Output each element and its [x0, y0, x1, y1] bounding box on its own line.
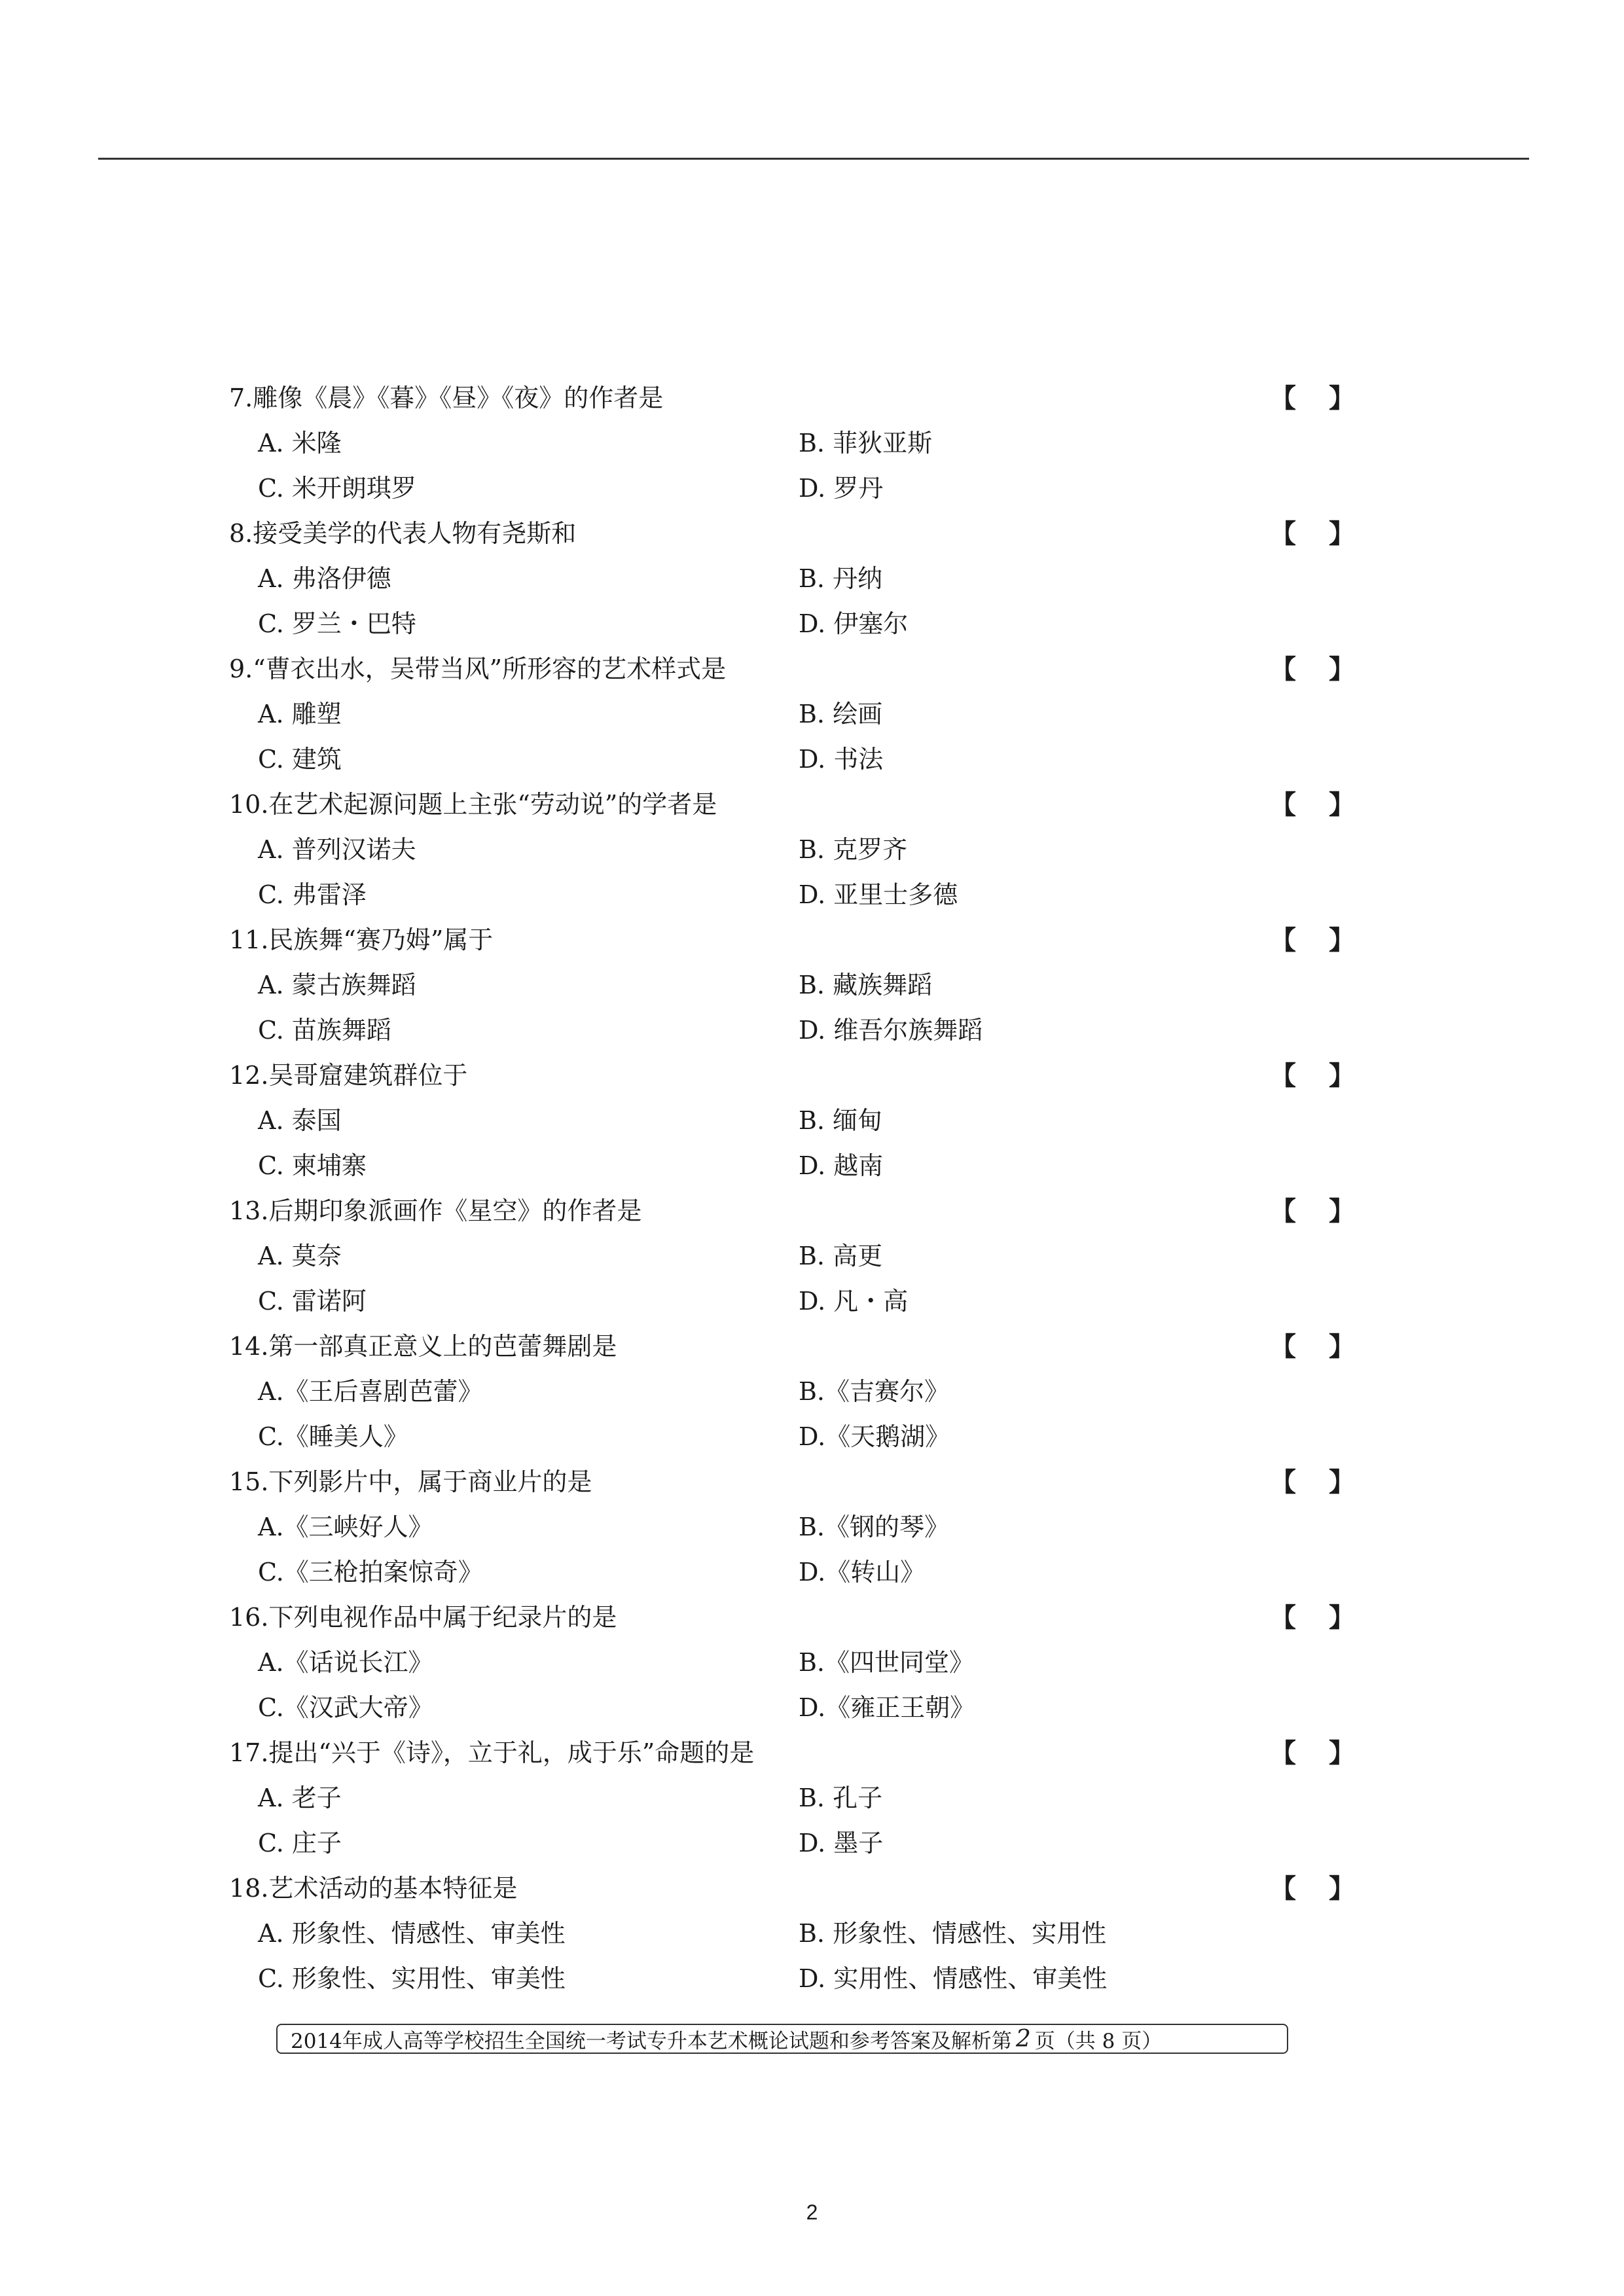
option-d: D. 伊塞尔	[799, 609, 909, 638]
option-a: A. 泰国	[258, 1106, 342, 1135]
option-d: D. 越南	[799, 1151, 884, 1180]
option-row	[229, 1956, 1355, 2001]
option-b: B.《钢的琴》	[799, 1513, 950, 1541]
option-row	[229, 556, 1355, 601]
bracket-close: 】	[1329, 789, 1355, 820]
option-row	[229, 1505, 1355, 1550]
option-c: C.《三枪拍案惊奇》	[258, 1558, 483, 1587]
question-stem: 13.后期印象派画作《星空》的作者是	[229, 1196, 642, 1225]
option-c: C. 庄子	[258, 1829, 342, 1857]
answer-bracket	[1270, 1595, 1355, 1640]
footer-banner	[276, 2024, 1288, 2054]
option-d: D.《天鹅湖》	[799, 1422, 950, 1451]
bracket-open: 【	[1270, 1873, 1296, 1904]
question-stem-row	[229, 1866, 1355, 1911]
option-b: B. 丹纳	[799, 564, 883, 593]
answer-bracket	[1270, 1460, 1355, 1505]
option-c: C. 苗族舞蹈	[258, 1016, 391, 1045]
bracket-close: 】	[1329, 1873, 1355, 1904]
option-row	[229, 1098, 1355, 1143]
option-row	[229, 1640, 1355, 1685]
answer-bracket	[1270, 1324, 1355, 1369]
bracket-open: 【	[1270, 1602, 1296, 1633]
option-row	[229, 692, 1355, 737]
option-c: C. 弗雷泽	[258, 880, 367, 909]
question-stem: 16.下列电视作品中属于纪录片的是	[229, 1603, 617, 1632]
option-row	[229, 1550, 1355, 1595]
option-row	[229, 1279, 1355, 1324]
bracket-close: 】	[1329, 1467, 1355, 1498]
question-stem-row	[229, 1731, 1355, 1776]
option-b: B. 形象性、情感性、实用性	[799, 1919, 1107, 1948]
bracket-open: 【	[1270, 1060, 1296, 1091]
option-a: A.《话说长江》	[258, 1648, 433, 1677]
bracket-open: 【	[1270, 654, 1296, 685]
bracket-close: 】	[1329, 1602, 1355, 1633]
answer-bracket	[1270, 511, 1355, 556]
option-a: A. 蒙古族舞蹈	[258, 971, 416, 999]
option-c: C. 雷诺阿	[258, 1287, 367, 1316]
option-a: A. 形象性、情感性、审美性	[258, 1919, 566, 1948]
bracket-open: 【	[1270, 789, 1296, 820]
question-stem: 7.雕像《晨》《暮》《昼》《夜》的作者是	[229, 384, 664, 412]
bracket-open: 【	[1270, 925, 1296, 956]
answer-bracket	[1270, 1053, 1355, 1098]
option-b: B.《四世同堂》	[799, 1648, 975, 1677]
question-stem: 8.接受美学的代表人物有尧斯和	[229, 519, 577, 548]
option-row	[229, 827, 1355, 872]
bracket-open: 【	[1270, 1467, 1296, 1498]
option-d: D. 凡・高	[799, 1287, 909, 1316]
option-row	[229, 1911, 1355, 1956]
option-row	[229, 737, 1355, 782]
option-c: C. 罗兰・巴特	[258, 609, 416, 638]
option-a: A.《三峡好人》	[258, 1513, 433, 1541]
question-stem: 11.民族舞“赛乃姆”属于	[229, 925, 494, 954]
option-d: D. 实用性、情感性、审美性	[799, 1964, 1108, 1993]
option-c: C.《睡美人》	[258, 1422, 408, 1451]
option-row	[229, 421, 1355, 466]
option-a: A. 莫奈	[258, 1242, 342, 1270]
option-row	[229, 1234, 1355, 1279]
option-b: B.《吉赛尔》	[799, 1377, 950, 1406]
question-stem: 17.提出“兴于《诗》，立于礼，成于乐”命题的是	[229, 1738, 755, 1767]
option-d: D. 墨子	[799, 1829, 884, 1857]
option-d: D.《雍正王朝》	[799, 1693, 975, 1722]
option-b: B. 菲狄亚斯	[799, 429, 933, 457]
option-c: C. 柬埔寨	[258, 1151, 367, 1180]
question-stem-row	[229, 1053, 1355, 1098]
footer-page-suffix: 页（共 8 页）	[1034, 2029, 1163, 2053]
question-stem: 10.在艺术起源问题上主张“劳动说”的学者是	[229, 790, 717, 819]
option-a: A.《王后喜剧芭蕾》	[258, 1377, 483, 1406]
option-d: D. 维吾尔族舞蹈	[799, 1016, 983, 1045]
question-stem-row	[229, 1460, 1355, 1505]
option-c: C.《汉武大帝》	[258, 1693, 433, 1722]
answer-bracket	[1270, 376, 1355, 421]
footer-page-current: 2	[1015, 2025, 1031, 2053]
answer-bracket	[1270, 647, 1355, 692]
answer-bracket	[1270, 918, 1355, 963]
question-stem-row	[229, 511, 1355, 556]
question-stem: 18.艺术活动的基本特征是	[229, 1874, 518, 1903]
bracket-close: 】	[1329, 518, 1355, 549]
option-d: D. 罗丹	[799, 474, 884, 503]
option-row	[229, 1821, 1355, 1866]
option-b: B. 克罗齐	[799, 835, 908, 864]
question-stem: 15.下列影片中，属于商业片的是	[229, 1467, 592, 1496]
option-row	[229, 1685, 1355, 1731]
bracket-open: 【	[1270, 383, 1296, 414]
bracket-close: 】	[1329, 1738, 1355, 1768]
option-a: A. 普列汉诺夫	[258, 835, 416, 864]
bracket-close: 】	[1329, 1196, 1355, 1227]
question-stem-row	[229, 1189, 1355, 1234]
bracket-close: 】	[1329, 1060, 1355, 1091]
top-rule	[98, 158, 1529, 160]
answer-bracket	[1270, 1866, 1355, 1911]
option-b: B. 藏族舞蹈	[799, 971, 933, 999]
question-stem-row	[229, 376, 1355, 421]
bracket-close: 】	[1329, 654, 1355, 685]
option-b: B. 缅甸	[799, 1106, 883, 1135]
option-row	[229, 466, 1355, 511]
bracket-open: 【	[1270, 1331, 1296, 1362]
option-c: C. 建筑	[258, 745, 342, 774]
option-c: C. 米开朗琪罗	[258, 474, 416, 503]
answer-bracket	[1270, 1731, 1355, 1776]
option-row	[229, 963, 1355, 1008]
answer-bracket	[1270, 1189, 1355, 1234]
option-row	[229, 1008, 1355, 1053]
question-stem: 9.“曹衣出水，吴带当风”所形容的艺术样式是	[229, 655, 727, 683]
option-a: A. 米隆	[258, 429, 342, 457]
bracket-open: 【	[1270, 1196, 1296, 1227]
option-row	[229, 1776, 1355, 1821]
option-b: B. 绘画	[799, 700, 883, 728]
option-row	[229, 1143, 1355, 1189]
bracket-close: 】	[1329, 383, 1355, 414]
question-stem-row	[229, 1324, 1355, 1369]
option-c: C. 形象性、实用性、审美性	[258, 1964, 566, 1993]
option-row	[229, 1414, 1355, 1460]
question-stem-row	[229, 782, 1355, 827]
footer-title: 2014年成人高等学校招生全国统一考试专升本艺术概论试题和参考答案及解析	[291, 2029, 992, 2053]
option-a: A. 老子	[258, 1784, 342, 1812]
question-stem: 14.第一部真正意义上的芭蕾舞剧是	[229, 1332, 617, 1361]
bracket-close: 】	[1329, 925, 1355, 956]
question-stem-row	[229, 647, 1355, 692]
option-a: A. 弗洛伊德	[258, 564, 391, 593]
page-number: 2	[806, 2200, 818, 2224]
question-stem-row	[229, 1595, 1355, 1640]
option-b: B. 孔子	[799, 1784, 883, 1812]
option-row	[229, 601, 1355, 647]
answer-bracket	[1270, 782, 1355, 827]
option-row	[229, 872, 1355, 918]
bracket-open: 【	[1270, 518, 1296, 549]
option-d: D. 亚里士多德	[799, 880, 958, 909]
question-stem: 12.吴哥窟建筑群位于	[229, 1061, 468, 1090]
bracket-close: 】	[1329, 1331, 1355, 1362]
option-b: B. 高更	[799, 1242, 883, 1270]
footer-page-prefix: 第	[991, 2029, 1012, 2053]
question-stem-row	[229, 918, 1355, 963]
option-d: D.《转山》	[799, 1558, 926, 1587]
bracket-open: 【	[1270, 1738, 1296, 1768]
option-a: A. 雕塑	[258, 700, 342, 728]
option-d: D. 书法	[799, 745, 884, 774]
option-row	[229, 1369, 1355, 1414]
question-list	[229, 376, 1355, 2001]
